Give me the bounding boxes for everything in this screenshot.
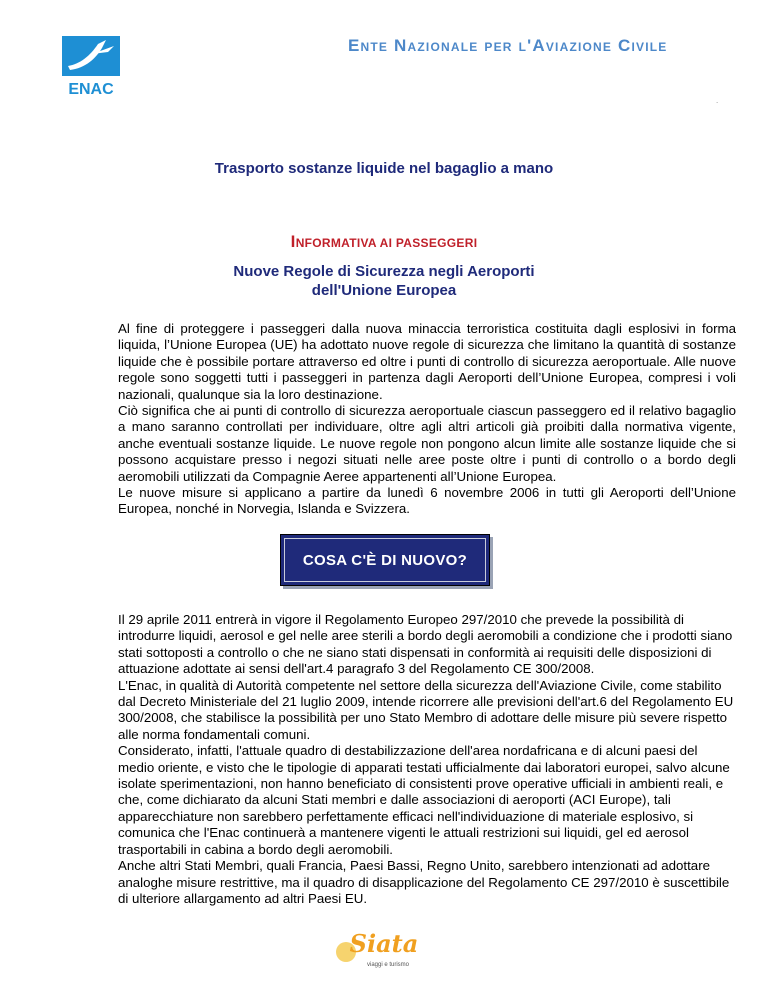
- intro-paragraph: Le nuove misure si applicano a partire da lunedì 6 novembre 2006 in tutti gli Aeroporti dell’Unione Europea, nonché in Norvegia, Islanda e Svizzera.: [118, 485, 736, 517]
- whats-new-label: COSA C'È DI NUOVO?: [284, 538, 486, 582]
- notice-heading: [0, 232, 768, 253]
- subtitle: [0, 262, 768, 300]
- organization-name: [348, 36, 668, 56]
- intro-paragraph: Ciò significa che ai punti di controllo di sicurezza aeroportuale ciascun passeggero ed il relativo bagaglio a mano saranno controllati per individuare, oltre agli altri articoli già proibiti dalla normativa vigente, anche eventuali sostanze liquide. Le nuove regole non pongono alcun limite alle sostanze liquide che si possono acquistare presso i negozi situati nelle aree poste oltre i punti di controllo o a bordo degli aeromobili utilizzati da Compagnie Aeree appartenenti all’Unione Europea.: [118, 403, 736, 484]
- notice-rest: NFORMATIVA AI PASSEGGERI: [295, 236, 478, 250]
- intro-text: [118, 321, 736, 518]
- news-paragraph: Anche altri Stati Membri, quali Francia, Paesi Bassi, Regno Unito, sarebbero intenzionati ad adottare analoghe misure restrittive, ma il quadro di disapplicazione del Regolamento CE 297/2010 è suscettibile di ulteriore allargamento ad altri Paesi EU.: [118, 858, 730, 906]
- whats-new-box: [280, 534, 490, 586]
- news-paragraph: Il 29 aprile 2011 entrerà in vigore il Regolamento Europeo 297/2010 che prevede la possibilità di introdurre liquidi, aerosol e gel nelle aree sterili a bordo degli aeromobili a condizione che i prodotti siano stati sottoposti a controllo o che ne siano stati dispensati in conformità ai requisiti delle disposizioni di attuazione adottate ai sensi dell'art.4 paragrafo 3 del Regolamento CE 300/2008.: [118, 612, 733, 677]
- notice-initial: I: [290, 232, 296, 251]
- subtitle-line-2: dell'Unione Europea: [311, 282, 457, 299]
- document-title: Trasporto sostanze liquide nel bagaglio a mano: [214, 160, 554, 177]
- enac-logo: [62, 36, 120, 100]
- siata-name: Siata: [349, 929, 419, 958]
- corner-mark: .: [716, 96, 719, 105]
- news-text: [118, 612, 736, 907]
- org-name-text: Ente Nazionale per l'Aviazione Civile: [348, 36, 668, 55]
- siata-logo: [328, 918, 440, 978]
- logo-text: ENAC: [68, 81, 114, 98]
- siata-tagline: viaggi e turismo: [366, 962, 410, 968]
- news-paragraph: Considerato, infatti, l'attuale quadro di destabilizzazione dell'area nordafricana e di alcuni paesi del medio oriente, e visto che le tipologie di apparati testati ufficialmente dai laboratori europei, salvo alcune isolate sperimentazioni, non hanno beneficiato di consistenti prove operative ufficiali in ambienti reali, e che, come dichiarato da alcuni Stati membri e dalle associazioni di aeroporti (ACI Europe), tali apparecchiature non sarebbero perfettamente efficaci nell'individuazione di materiale esplosivo, si comunica che l'Enac continuerà a mantenere vigenti le attuali restrizioni sui liquidi, gel ed aerosol trasportabili in cabina a bordo degli aeromobili.: [118, 743, 730, 857]
- intro-paragraph: Al fine di proteggere i passeggeri dalla nuova minaccia terroristica costituita dagli esplosivi in forma liquida, l’Unione Europea (UE) ha adottato nuove regole di sicurezza che limitano la quantità di sostanze liquide che è possibile portare attraverso ed oltre i punti di controllo di sicurezza aeroportuale. Alle nuove regole sono soggetti tutti i passeggeri in partenza dagli Aeroporti dell’Unione Europea, compresi i voli nazionali, qualunque sia la loro destinazione.: [118, 321, 736, 402]
- news-paragraph: L'Enac, in qualità di Autorità competente nel settore della sicurezza dell'Aviazione Civile, come stabilito dal Decreto Ministeriale del 21 luglio 2009, intende ricorrere alle previsioni dell'art.6 del Regolamento EU 300/2008, che stabilisce la possibilità per uno Stato Membro di adottare delle misure più severe rispetto alle norma fondamentali comuni.: [118, 677, 734, 742]
- subtitle-line-1: Nuove Regole di Sicurezza negli Aeroporti: [233, 263, 535, 280]
